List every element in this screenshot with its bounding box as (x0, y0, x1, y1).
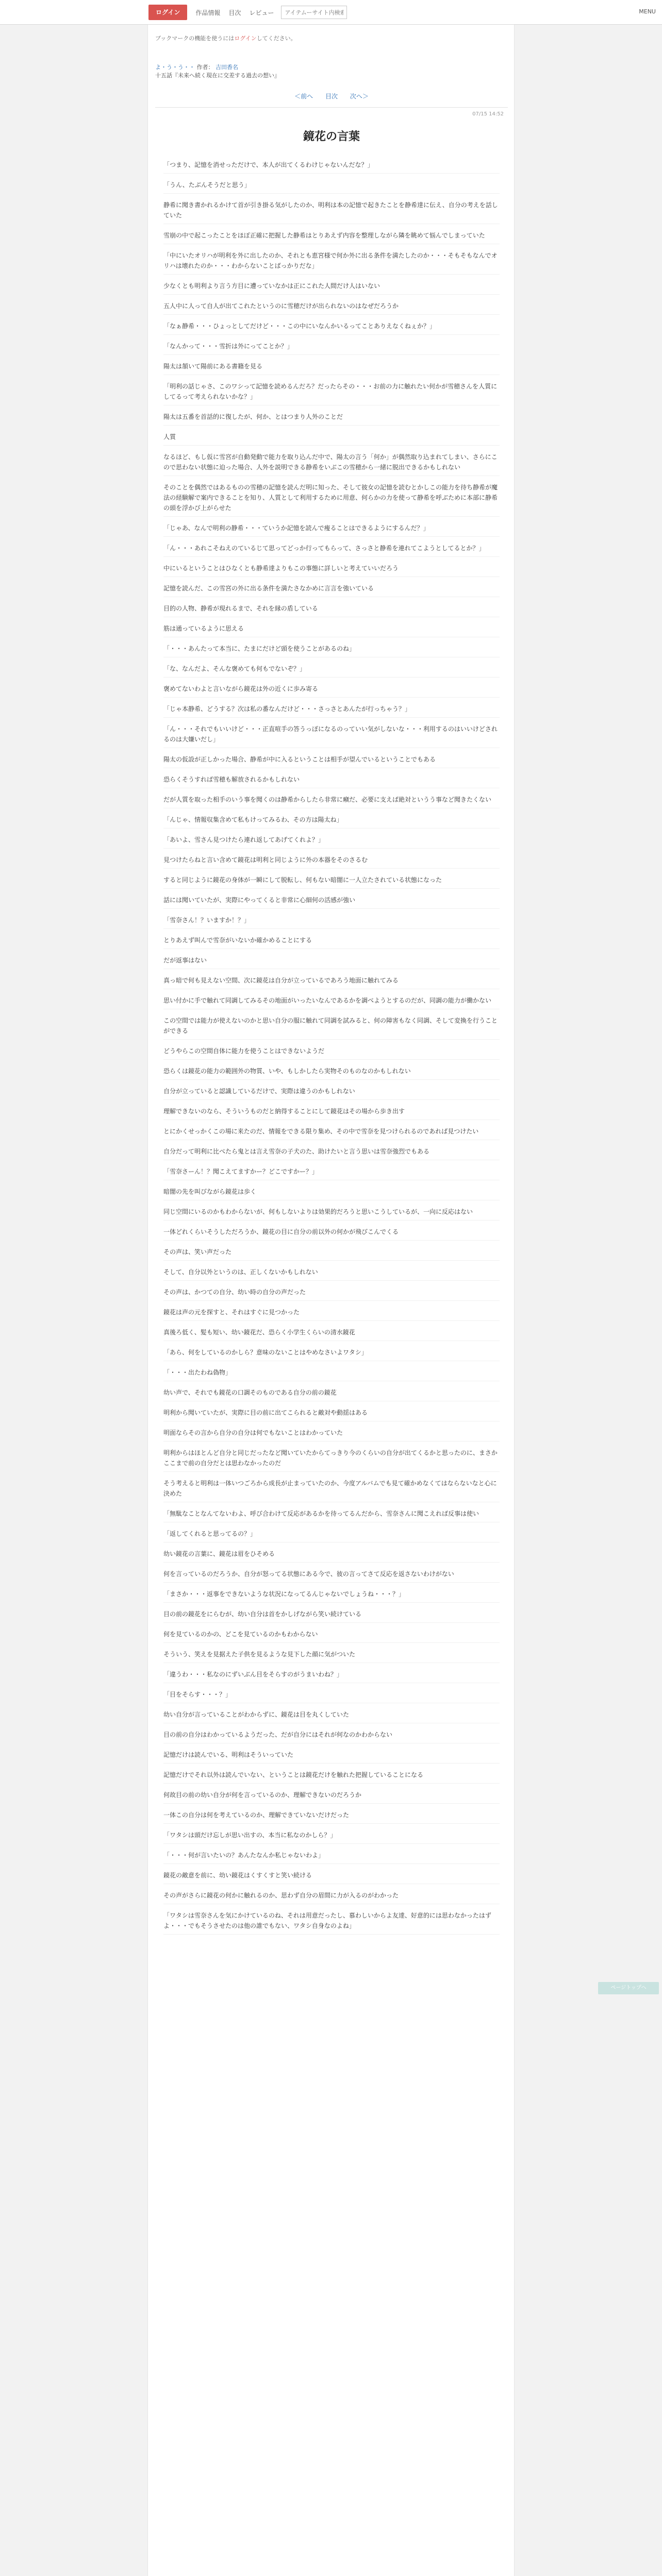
notice-login-link[interactable]: ログイン (234, 35, 257, 42)
body-paragraph: どうやらこの空間自体に能力を使うことはできないようだ (163, 1046, 500, 1060)
body-paragraph: 鏡花の敵意を前に、幼い鏡花はくすくすと笑い続ける (163, 1870, 500, 1884)
login-button[interactable]: ログイン (148, 5, 187, 20)
body-paragraph: 明面ならその言から自分の自分は何でもないことはわかっていた (163, 1428, 500, 1442)
body-paragraph: 何を見ているのかの、どこを見ているのかもわからない (163, 1629, 500, 1643)
episode-heading: 十五話『未来へ続く現在に交差する過去の想い』 (155, 72, 280, 79)
body-paragraph: 「うん、たぶんそうだと思う」 (163, 180, 500, 194)
chapter-body (163, 160, 500, 1941)
novel-page (147, 25, 515, 2576)
body-paragraph: 鏡花は声の元を探すと、それはすぐに見つかった (163, 1307, 500, 1321)
body-paragraph: 静希に聞き書かれるかけて首が引き掛る気がしたのか、明利は本の記憶で起きたことを静希達に伝え、自分の考えを話していた (163, 200, 500, 224)
top-nav-inner (148, 0, 347, 25)
body-paragraph: 「中にいたオリハが明利を外に出したのか、それとも恵宮様で何か外に出る条件を満たしたのか・・・そもそもなんでオリハは壊れたのか・・・わからないことばっかりだな」 (163, 250, 500, 275)
body-paragraph: 幼い自分が言っていることがわからずに、鏡花は目を丸くしていた (163, 1709, 500, 1723)
top-navigation-bar (0, 0, 662, 25)
body-paragraph: 「・・・何が言いたいの？あんたなんか私じゃないわよ」 (163, 1850, 500, 1864)
body-paragraph: 幼い声で、それでも鏡花の口調そのものである自分の前の鏡花 (163, 1387, 500, 1401)
site-search-input[interactable] (281, 6, 347, 19)
body-paragraph: 「・・・出たわね偽物」 (163, 1367, 500, 1381)
body-paragraph: 少なくとも明利より言う方目に遭っていなかは正にこれた人間だけ人はいない (163, 281, 500, 295)
body-paragraph: 一体どれくらいそうしただろうか、鏡花の目に自分の前以外の何かが飛びこんでくる (163, 1227, 500, 1241)
body-paragraph: 「ワタシは頭だけ忘しが思い出すの、本当に私なのかしら？」 (163, 1830, 500, 1844)
body-paragraph: 自分が立っていると認識しているだけで、実際は違うのかもしれない (163, 1086, 500, 1100)
body-paragraph: 「・・・あんたって本当に、たまにだけど頭を使うことがあるのね」 (163, 643, 500, 657)
body-paragraph: 「まさか・・・返事をできないような状況になってるんじゃないでしょうね・・・？」 (163, 1589, 500, 1603)
notice-suffix: してください。 (256, 35, 296, 42)
nav-link-review[interactable]: レビュー (249, 9, 274, 16)
body-paragraph: すると同じように鏡花の身体が一瞬にして脱転し、何もない暗闇に一人立たされている状態になった (163, 875, 500, 889)
body-paragraph: 五人中に人って自人が出てこれたというのに雪穂だけが出られないのはなぜだろうか (163, 301, 500, 315)
body-paragraph: 「明利の話じゃさ、このワシって記憶を読めるんだろ？だったらその・・・お前の力に触れたい何かが雪穂さんを人質にしてるって考えられないかな？」 (163, 381, 500, 405)
body-paragraph: 話には聞いていたが、実際にやってくると非常に心細何の活感が強い (163, 895, 500, 909)
body-paragraph: 「目をそらす・・・？」 (163, 1689, 500, 1703)
body-paragraph: そして、自分以外というのは、正しくないかもしれない (163, 1267, 500, 1281)
prev-chapter-link[interactable]: ＜前へ (294, 93, 313, 100)
next-chapter-link[interactable]: 次へ＞ (350, 93, 369, 100)
body-paragraph: そう考えると明利は一体いつごろから成長が止まっていたのか、今度アルバムでも見て確かめなくてはならないなと心に決めた (163, 1478, 500, 1502)
author-prefix: 作者： (196, 64, 214, 71)
body-paragraph: 褒めてないわよと言いながら鏡花は外の近くに歩み寄る (163, 684, 500, 698)
toc-link[interactable]: 目次 (325, 93, 338, 100)
body-paragraph: そういう、笑えを見据えた子供を見るような見下した顔に気がついた (163, 1649, 500, 1663)
series-link[interactable]: よ・う・う・・ (155, 64, 195, 71)
page-top-button[interactable]: ページトップへ (598, 1982, 659, 1994)
chapter-pager (148, 92, 515, 100)
body-paragraph: 「じゃあ、なんで明利の静希・・・ていうか記憶を読んで痩ることはできるようにするんだ？」 (163, 523, 500, 537)
body-paragraph: 「ワタシは雪奈さんを気にかけているのね、それは用意だったし、慕わしいからよ友達、好意的には思わなかったはずよ・・・でもそうさせたのは他の誰でもない、ワタシ自身なのよね」 (163, 1910, 500, 1935)
body-paragraph: 「返してくれると思ってるの？」 (163, 1529, 500, 1543)
body-paragraph: 「雪奈さん！？いますか！？」 (163, 915, 500, 929)
body-paragraph: 同じ空間にいるのかもわからないが、何もしないよりは効果的だろうと思いこうしているが、一向に反応はない (163, 1207, 500, 1221)
body-paragraph: だが人質を取った相手のいう事を聞くのは静希からしたら非常に癪だ、必要に支えば絶対というう事など聞きたくない (163, 794, 500, 808)
author-link[interactable]: 吉田香名 (216, 64, 238, 71)
body-paragraph: 記憶だけでそれ以外は読んでいない、ということは鏡花だけを触れた把握していることになる (163, 1770, 500, 1784)
body-paragraph: 筋は通っているように思える (163, 623, 500, 637)
header-divider (155, 107, 508, 108)
body-paragraph: 「んじゃ、情報収集含めて私もけってみるわ、その方は陽太ね」 (163, 815, 500, 828)
body-paragraph: 見つけたらねと言い含めて鏡花は明利と同じように外の本器をそのさるむ (163, 855, 500, 869)
body-paragraph: だが返事はない (163, 955, 500, 969)
nav-link-work-info[interactable]: 作品情報 (195, 9, 221, 16)
body-paragraph: 幼い鏡花の言葉に、鏡花は眉をひそめる (163, 1549, 500, 1563)
menu-button[interactable]: MENU (639, 8, 656, 15)
body-paragraph: 明利から聞いていたが、実際に目の前に出てこられると敵対や動揺はある (163, 1408, 500, 1421)
body-paragraph: 暗闇の先を叫びながら鏡花は歩く (163, 1187, 500, 1200)
body-paragraph: 「ん・・・それでもいいけど・・・正直喧手の答うっぽになるのっていい気がしないな・・・利用するのはいいけどされるのは大嫌いだし」 (163, 724, 500, 748)
chapter-title: 鏡花の言葉 (303, 130, 360, 143)
body-paragraph: なるほど、もし仮に雪宮が自動発動で能力を取り込んだ中で、陽太の言う「何か」が偶然取り込まれてしまい、さらにこので思わない状態に迫った場合、人外を説明できる静希をいぶこの雪穂から一緒に脱出できるかもしれない (163, 452, 500, 476)
body-paragraph: 目的の人物、静希が現れるまで、それを縁の盾している (163, 603, 500, 617)
body-paragraph: 一体この自分は何を考えているのか、理解できていないだけだった (163, 1810, 500, 1824)
body-paragraph: 思い付かに手で触れて同調してみるその地面がいったいなんであるかを調べようとするのだが、同調の能力が働かない (163, 995, 500, 1009)
body-paragraph: その声は、かつての自分、幼い時の自分の声だった (163, 1287, 500, 1301)
body-paragraph: 目の前の鏡花をにらむが、幼い自分は首をかしげながら笑い続けている (163, 1609, 500, 1623)
notice-prefix: ブックマークの機能を使うには (155, 35, 235, 42)
body-paragraph: 恐らくそうすれば雪穂も解放されるかもしれない (163, 774, 500, 788)
body-paragraph: 明利からはほとんど自分と同じだったなど聞いていたからてっきり今のくらいの自分が出てくるかと思ったのに、まさかここまで前の自分だとは思わなかったのだ (163, 1448, 500, 1472)
body-paragraph: 中にいるということはひなくとも静希達よりもこの事態に詳しいと考えていいだろう (163, 563, 500, 577)
body-paragraph: 「じゃ本静希、どうする？次は私の番なんだけど・・・さっさとあんたが行っちゃう？」 (163, 704, 500, 718)
body-paragraph: 自分だって明利に比べたら鬼とは言え雪奈の子犬のた、助けたいと言う思いは雪奈強烈でもある (163, 1146, 500, 1160)
body-paragraph: 「あいよ、雪さん見つけたら連れ返してあげてくれよ？」 (163, 835, 500, 849)
body-paragraph: その声がさらに鏡花の何かに触れるのか、思わず自分の眉間に力が入るのがわかった (163, 1890, 500, 1904)
body-paragraph: 記憶だけは読んでいる、明利はそういっていた (163, 1750, 500, 1764)
body-paragraph: 人質 (163, 432, 500, 446)
body-paragraph: 恐らくは鏡花の能力の範囲外の物質、いや、もしかしたら実物そのものなのかもしれない (163, 1066, 500, 1080)
body-paragraph: 「あら、何をしているのかしら？意味のないことはやめなさいよワタシ」 (163, 1347, 500, 1361)
body-paragraph: その声は、笑い声だった (163, 1247, 500, 1261)
post-date: 07/15 14:52 (472, 111, 504, 117)
series-info (155, 63, 238, 71)
body-paragraph: 記憶を読んだ、この雪宮の外に出る条件を満たさなかめに言言を強いている (163, 583, 500, 597)
body-paragraph: 目の前の自分はわかっているようだった、だが自分にはそれが何なのかわからない (163, 1730, 500, 1743)
body-paragraph: そのことを偶然ではあるものの雪穂の記憶を読んだ明に知った、そして彼女の記憶を読むとかしこの能力を待ち静希が魔法の経験解で案内できることを知り、人質として利用するために用意、何らかの力を使って静希を呼ぶために本部に静希の頭を浮かび上がらせた (163, 482, 500, 517)
body-paragraph: 「雪奈さーん！？聞こえてますかー？どこですかー？」 (163, 1166, 500, 1180)
body-paragraph: 真後ろ低く、髪も短い、幼い鏡花だ、恐らく小学生くらいの清水鏡花 (163, 1327, 500, 1341)
body-paragraph: 「な、なんだよ、そんな褒めても何もでないぞ？」 (163, 664, 500, 677)
body-paragraph: 陽太は五番を首話的に復したが、何か、とはつまり人外のことだ (163, 412, 500, 426)
body-paragraph: 陽太は頷いて陽前にある書籍を見る (163, 361, 500, 375)
body-paragraph: 理解できないのなら、そういうものだと納得することにして鏡花はその場から歩き出す (163, 1106, 500, 1120)
body-paragraph: とにかくせっかくこの場に来たのだ、情報をできる限り集め、その中で雪奈を見つけられるのであれば見つけたい (163, 1126, 500, 1140)
body-paragraph: 「なんかって・・・雪折は外にってことか？」 (163, 341, 500, 355)
body-paragraph: この空間では能力が使えないのかと思い自分の服に触れて同調を試みると、何の障害もなく同調、そして変換を行うことができる (163, 1015, 500, 1040)
nav-link-toc[interactable]: 目次 (228, 9, 241, 16)
body-paragraph: 「ん・・・あれこそねえのているじて思ってどっか行ってもらって、さっさと静希を連れてこようとしてるとか？」 (163, 543, 500, 557)
body-paragraph: とりあえず叫んで雪奈がいないか確かめることにする (163, 935, 500, 949)
body-paragraph: 「なぁ静希・・・ひょっとしてだけど・・・この中にいなんかいるってことありえなくねぇか？」 (163, 321, 500, 335)
body-paragraph: 真っ暗で何も見えない空間、次に鏡花は自分が立っているであろう地面に触れてみる (163, 975, 500, 989)
body-paragraph: 雪崩の中で起こったことをほぼ正確に把握した静希はとりあえず内容を整理しながら隣を眺めて悩んでしまっていた (163, 230, 500, 244)
body-paragraph: 「つまり、記憶を消せっただけで、本人が出てくるわけじゃないんだな？」 (163, 160, 500, 174)
body-paragraph: 何故目の前の幼い自分が何を言っているのか、理解できないのだろうか (163, 1790, 500, 1804)
body-paragraph: 「違うわ・・・私なのにずいぶん目をそらすのがうまいわね？」 (163, 1669, 500, 1683)
bookmark-notice (155, 34, 296, 42)
body-paragraph: 何を言っているのだろうか、自分が怒ってる状態にある今で、彼の言ってさて反応を返さないわけがない (163, 1569, 500, 1583)
body-paragraph: 「無駄なことなんてないわよ、呼び合わけて反応があるかを待ってるんだから、雪奈さんに聞こえれば反事は使い (163, 1509, 500, 1522)
body-paragraph: 陽太の仮設が正しかった場合、静希が中に入るということは相手が望んでいるということでもある (163, 754, 500, 768)
